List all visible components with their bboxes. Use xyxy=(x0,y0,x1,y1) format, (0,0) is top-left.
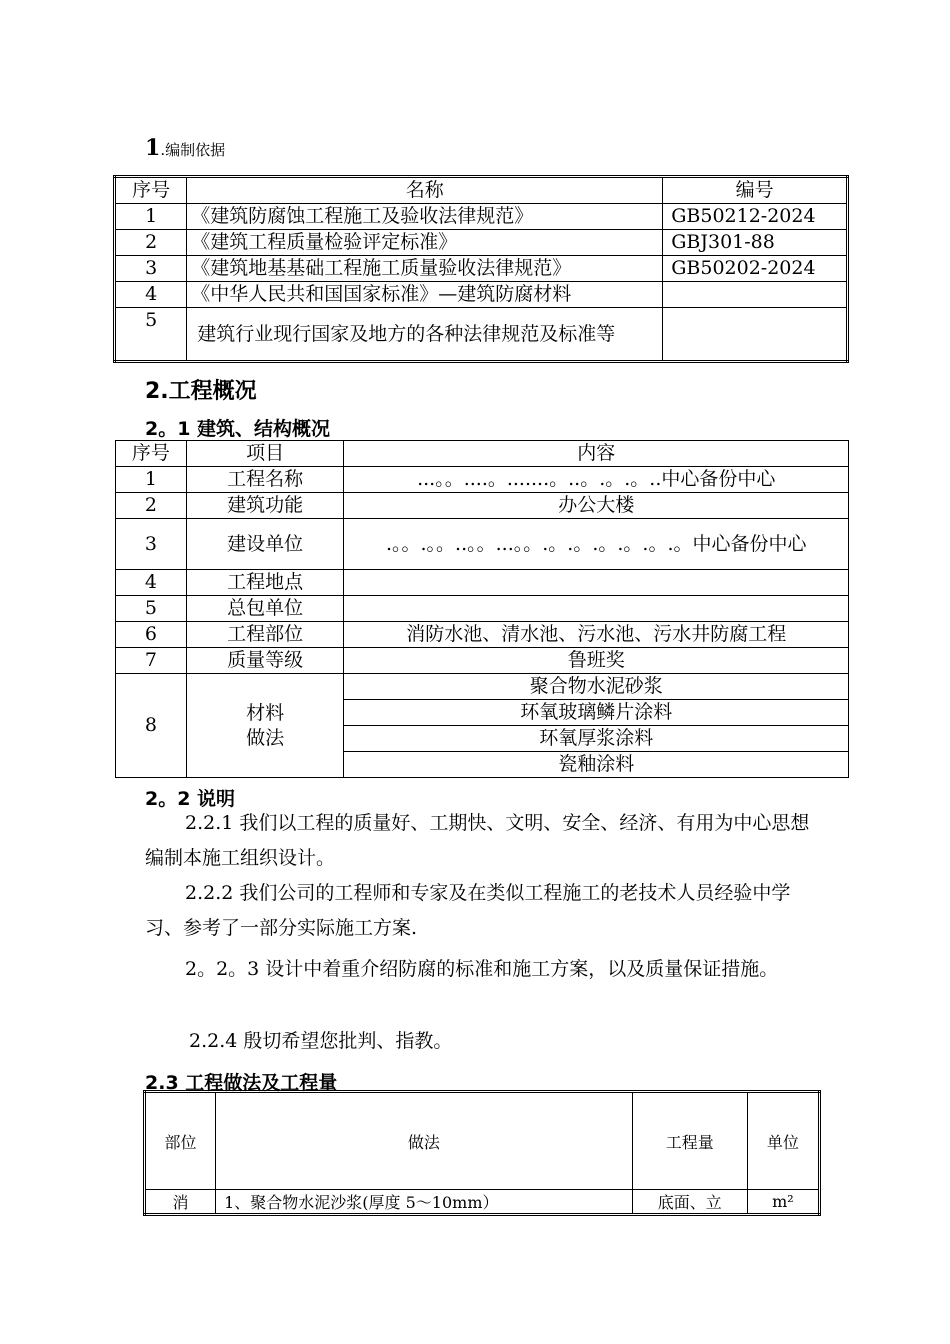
row-no: 6 xyxy=(116,622,187,648)
header-no: 序号 xyxy=(115,177,187,204)
material-cell: 聚合物水泥砂浆 xyxy=(344,674,849,700)
basis-table xyxy=(113,175,849,363)
table-row xyxy=(116,674,849,700)
row-name: 《建筑防腐蚀工程施工及验收法律规范》 xyxy=(187,204,663,230)
row-no: 3 xyxy=(116,519,187,570)
row-item xyxy=(186,674,344,778)
paragraph: 2.2.1 我们以工程的质量好、工期快、文明、安全、经济、有用为中心思想编制本施工组织设计。 xyxy=(145,812,810,869)
row-code: GB50202-2024 xyxy=(663,256,848,282)
row-no: 2 xyxy=(115,230,187,256)
row-no: 1 xyxy=(115,204,187,230)
section-1-heading xyxy=(145,135,225,161)
paragraph: 2.2.2 我们公司的工程师和专家及在类似工程施工的老技术人员经验中学习、参考了一部分实际施工方案. xyxy=(145,882,791,939)
table-row xyxy=(116,570,849,596)
work-table xyxy=(143,1090,821,1216)
row-no: 5 xyxy=(115,308,187,362)
row-item: 建筑功能 xyxy=(186,493,344,519)
row-name: 《建筑工程质量检验评定标准》 xyxy=(187,230,663,256)
table-header-row xyxy=(145,1092,820,1190)
row-name: 《中华人民共和国国家标准》—建筑防腐材料 xyxy=(187,282,663,308)
table-row xyxy=(145,1190,820,1215)
row-no: 4 xyxy=(115,282,187,308)
section-1-number: 1 xyxy=(145,135,161,161)
header-part: 部位 xyxy=(145,1092,216,1190)
header-code: 编号 xyxy=(663,177,848,204)
row-unit: m² xyxy=(747,1190,819,1215)
row-content: ...。。....。.......。..。.。.。..中心备份中心 xyxy=(344,467,849,493)
table-row xyxy=(115,204,848,230)
row-code xyxy=(663,308,848,362)
table-row xyxy=(116,648,849,674)
row-content: 消防水池、清水池、污水池、污水井防腐工程 xyxy=(344,622,849,648)
table-row xyxy=(115,282,848,308)
table-row xyxy=(116,596,849,622)
section-2-2-title: 2。2 说明 xyxy=(145,788,236,810)
section-2-title: 2.工程概况 xyxy=(145,379,257,404)
header-qty: 工程量 xyxy=(632,1092,747,1190)
row-item: 工程部位 xyxy=(186,622,344,648)
row-no: 1 xyxy=(116,467,187,493)
row-content: 办公大楼 xyxy=(344,493,849,519)
table-row xyxy=(116,519,849,570)
row-no: 8 xyxy=(116,674,187,778)
table-row xyxy=(116,493,849,519)
header-content: 内容 xyxy=(344,441,849,467)
material-cell: 瓷釉涂料 xyxy=(344,752,849,778)
row-qty: 底面、立 xyxy=(632,1190,747,1215)
row-item: 建设单位 xyxy=(186,519,344,570)
row-part: 消 xyxy=(145,1190,216,1215)
table-row xyxy=(115,308,848,362)
section-2-3-title: 2.3 工程做法及工程量 xyxy=(145,1072,338,1094)
table-row xyxy=(116,622,849,648)
row-item-line: 做法 xyxy=(246,726,285,749)
section-1-title: .编制依据 xyxy=(160,141,226,159)
table-header-row xyxy=(115,177,848,204)
row-code xyxy=(663,282,848,308)
table-row xyxy=(116,467,849,493)
row-no: 2 xyxy=(116,493,187,519)
row-code: GB50212-2024 xyxy=(663,204,848,230)
table-header-row xyxy=(116,441,849,467)
row-no: 3 xyxy=(115,256,187,282)
row-item: 工程名称 xyxy=(186,467,344,493)
section-2-1-title: 2。1 建筑、结构概况 xyxy=(145,418,331,440)
row-content xyxy=(344,596,849,622)
table-row xyxy=(115,230,848,256)
header-unit: 单位 xyxy=(747,1092,819,1190)
row-code: GBJ301-88 xyxy=(663,230,848,256)
row-content: 鲁班奖 xyxy=(344,648,849,674)
row-item: 工程地点 xyxy=(186,570,344,596)
row-item: 质量等级 xyxy=(186,648,344,674)
header-no: 序号 xyxy=(116,441,187,467)
row-content xyxy=(344,570,849,596)
paragraph: 2.2.4 殷切希望您批判、指教。 xyxy=(189,1030,453,1052)
header-name: 名称 xyxy=(187,177,663,204)
row-no: 7 xyxy=(116,648,187,674)
header-item: 项目 xyxy=(186,441,344,467)
paragraph: 2。2。3 设计中着重介绍防腐的标准和施工方案，以及质量保证措施。 xyxy=(185,958,779,980)
material-cell: 环氧玻璃鳞片涂料 xyxy=(344,700,849,726)
row-no: 5 xyxy=(116,596,187,622)
row-method: 1、聚合物水泥沙浆(厚度 5～10mm） xyxy=(216,1190,633,1215)
row-name: 《建筑地基基础工程施工质量验收法律规范》 xyxy=(187,256,663,282)
row-name: 建筑行业现行国家及地方的各种法律规范及标准等 xyxy=(187,308,663,362)
table-row xyxy=(115,256,848,282)
row-item-line: 材料 xyxy=(246,701,285,724)
row-content: .。。.。。..。。...。。.。.。.。.。.。.。中心备份中心 xyxy=(344,519,849,570)
row-item: 总包单位 xyxy=(186,596,344,622)
overview-table xyxy=(115,440,849,778)
header-method: 做法 xyxy=(216,1092,633,1190)
row-no: 4 xyxy=(116,570,187,596)
material-cell: 环氧厚浆涂料 xyxy=(344,726,849,752)
